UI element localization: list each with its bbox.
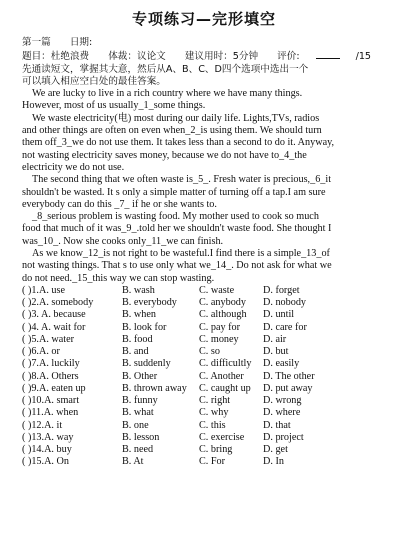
question-row [22, 420, 386, 432]
option-d[interactable]: D. nobody [263, 297, 307, 309]
option-d[interactable]: D. forget [263, 284, 300, 296]
passage-line: everybody can do this _7_ if he or she wants to. [22, 198, 217, 210]
option-c[interactable]: C. although [199, 309, 247, 321]
exercise-info [22, 49, 386, 63]
question-row [22, 297, 386, 309]
option-a[interactable]: ( )7.A. luckily [22, 358, 80, 370]
option-c[interactable]: C. right [199, 395, 231, 407]
option-d[interactable]: D. until [263, 309, 295, 321]
passage-line: shouldn't be wasted. It s only a simple matter of turning off a tap.I am sure [22, 186, 326, 198]
option-a[interactable]: ( )9.A. eaten up [22, 382, 86, 394]
option-c[interactable]: C. waste [199, 284, 235, 296]
question-row [22, 407, 386, 419]
option-b[interactable]: B. when [122, 309, 156, 321]
score-blank[interactable] [316, 49, 340, 59]
option-b[interactable]: B. one [122, 419, 149, 431]
option-b[interactable]: B. need [122, 444, 154, 456]
passage-line: The second thing that we often waste is_5_. Fresh water is precious,_6_it [32, 174, 332, 186]
option-d[interactable]: D. but [263, 346, 289, 358]
option-b[interactable]: B. lesson [122, 431, 160, 443]
option-a[interactable]: ( )6.A. or [22, 346, 60, 358]
score-field[interactable] [277, 51, 371, 62]
score-total: /15 [355, 51, 372, 63]
option-c[interactable]: C. bring [199, 444, 233, 456]
option-c[interactable]: C. Another [199, 370, 244, 382]
section-header [22, 37, 386, 49]
question-row [22, 322, 386, 334]
question-row [22, 346, 386, 358]
option-d[interactable]: D. get [263, 444, 288, 456]
option-d[interactable]: D. that [263, 419, 291, 431]
passage-line: electricity we do not use. [22, 161, 125, 173]
question-row [22, 383, 386, 395]
option-a[interactable]: ( )12.A. it [22, 419, 63, 431]
passage-line: and other things are often on even when_2_is using them. We should turn [22, 125, 322, 137]
passage-line: them off_3_we do not use them. It takes less than a second to do it. Anyway, [22, 137, 335, 149]
section-label: 第一篇 [22, 37, 51, 48]
option-a[interactable]: ( )1.A. use [22, 284, 66, 296]
option-b[interactable]: B. and [122, 346, 149, 358]
option-c[interactable]: C. pay for [199, 321, 241, 333]
option-a[interactable]: ( )10.A. smart [22, 395, 80, 407]
question-row [22, 285, 386, 297]
option-b[interactable]: B. look for [122, 321, 167, 333]
option-b[interactable]: B. Other [122, 370, 158, 382]
option-b[interactable]: B. suddenly [122, 358, 171, 370]
question-row [22, 309, 386, 321]
option-c[interactable]: C. so [199, 346, 220, 358]
option-d[interactable]: D. In [263, 456, 284, 468]
option-b[interactable]: B. At [122, 456, 144, 468]
option-c[interactable]: C. money [199, 333, 239, 345]
instruction-line-2: 可以填入相应空白处的最佳答案。 [22, 75, 166, 87]
option-c[interactable]: C. anybody [199, 297, 246, 309]
question-row [22, 456, 386, 468]
question-row [22, 371, 386, 383]
option-c[interactable]: C. this [199, 419, 226, 431]
option-b[interactable]: B. everybody [122, 297, 177, 309]
option-c[interactable]: C. difficultly [199, 358, 252, 370]
genre-label: 体裁：议论文 [108, 51, 166, 63]
option-a[interactable]: ( )13.A. way [22, 431, 74, 443]
option-d[interactable]: D. put away [263, 382, 313, 394]
option-a[interactable]: ( )8.A. Others [22, 370, 79, 382]
passage-line: do not need._15_this way we can stop wasting. [22, 272, 215, 284]
option-a[interactable]: ( )5.A. water [22, 333, 75, 345]
option-a[interactable]: ( )3. A. because [22, 309, 86, 321]
option-c[interactable]: C. why [199, 407, 229, 419]
option-b[interactable]: B. food [122, 333, 153, 345]
option-b[interactable]: B. funny [122, 395, 158, 407]
option-c[interactable]: C. caught up [199, 382, 251, 394]
option-a[interactable]: ( )14.A. buy [22, 444, 72, 456]
option-c[interactable]: C. For [199, 456, 226, 468]
option-c[interactable]: C. exercise [199, 431, 245, 443]
option-b[interactable]: B. wash [122, 284, 155, 296]
question-row [22, 432, 386, 444]
option-d[interactable]: D. care for [263, 321, 307, 333]
passage [22, 88, 386, 285]
score-label: 评价: [277, 51, 300, 63]
passage-line: not wasting things. That s to use only what we_14_. Do not ask for what we [22, 260, 332, 272]
option-a[interactable]: ( )2.A. somebody [22, 297, 94, 309]
time-label: 建议用时：5分钟 [184, 51, 259, 63]
passage-line: As we know_12_is not right to be wasteful.I find there is a simple_13_of [32, 248, 330, 260]
question-row [22, 444, 386, 456]
passage-line: was_10_. Now she cooks only_11_we can finish. [22, 235, 224, 247]
passage-line: We are lucky to live in a rich country where we have many things. [32, 88, 303, 100]
option-d[interactable]: D. wrong [263, 395, 302, 407]
passage-line: not wasting electricity saves money, because we do not have to_4_the [22, 149, 307, 161]
date-label: 日期: [69, 37, 93, 48]
option-b[interactable]: B. what [122, 407, 154, 419]
instruction-line-1: 先通读短文，掌握其大意，然后从A、B、C、D四个选项中选出一个 [22, 63, 309, 75]
option-d[interactable]: D. The other [263, 370, 315, 382]
question-row [22, 358, 386, 370]
option-b[interactable]: B. thrown away [122, 382, 187, 394]
option-d[interactable]: D. project [263, 431, 304, 443]
option-a[interactable]: ( )4. A. wait for [22, 321, 86, 333]
option-d[interactable]: D. where [263, 407, 301, 419]
options-list [22, 285, 386, 469]
topic-label: 题目：杜绝浪费 [22, 51, 90, 63]
passage-line: _8_serious problem is wasting food. My mother used to cook so much [32, 211, 319, 223]
option-a[interactable]: ( )11.A. when [22, 407, 79, 419]
passage-line: However, most of us usually_1_some things. [22, 100, 206, 112]
question-row [22, 334, 386, 346]
option-d[interactable]: D. air [263, 333, 287, 345]
option-a[interactable]: ( )15.A. On [22, 456, 69, 468]
option-d[interactable]: D. easily [263, 358, 300, 370]
question-row [22, 395, 386, 407]
passage-line: food that much of it was_9_.told her we shouldn't waste food. She thought I [22, 223, 332, 235]
passage-line: We waste electricity(电) most during our daily life. Lights,TVs, radios [32, 112, 320, 124]
page-title: 专项练习—完形填空 [131, 10, 276, 28]
